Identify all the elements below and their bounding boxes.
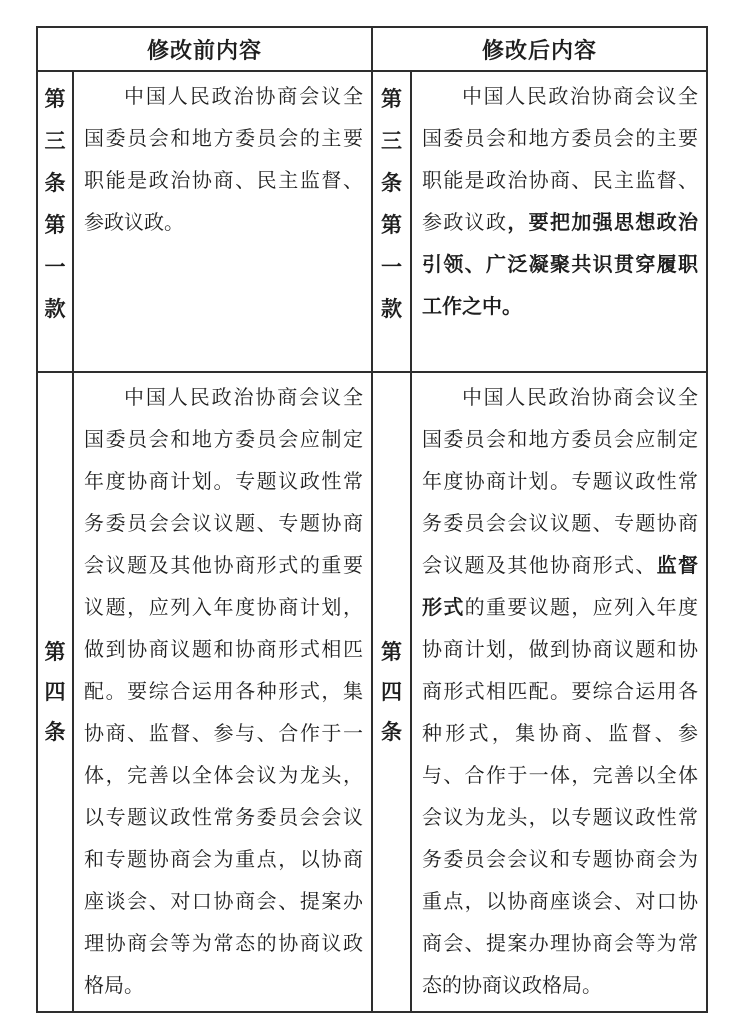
table-row-article-3 [38,72,706,371]
article-label-char: 条 [44,720,66,744]
article-4-label-after [373,373,412,1011]
body-text: 中国人民政治协商会议全国委员会和地方委员会应制定年度协商计划。专题议政性常务委员会会议议题、专题协商会议题及其他协商形式的重要议题，应列入年度协商计划，做到协商议题和协商形式相匹配。要综合运用各种形式，集协商、监督、参与、合作于一体，完善以全体会议为龙头，以专题议政性常务委员会会议和专题协商会为重点，以协商座谈会、对口协商会、提案办理协商会等为常态的协商议政格局。 [84,387,363,997]
article-label-char: 三 [44,129,66,153]
header-after-column: 修改后内容 [481,37,597,63]
article-label-char: 款 [44,297,66,321]
article-label-char: 第 [381,640,402,664]
article-label-char: 三 [381,129,402,153]
table-row-article-4 [38,371,706,1011]
article-label-char: 条 [381,171,402,195]
article-label-char: 四 [381,680,402,704]
article-3-label-before [38,72,74,371]
article-label-char: 一 [44,255,66,279]
article-4-label-before [38,373,74,1011]
article-label-char: 款 [381,297,402,321]
article-label-char: 第 [44,213,66,237]
article-4-before-content-cell [74,373,373,1011]
article-4-after-text [422,377,698,1007]
table-header-row [38,28,706,72]
header-before-column: 修改前内容 [38,28,373,70]
article-label-char: 一 [381,255,402,279]
article-4-before-text [84,377,363,1007]
inserted-bold-text: 监督形式 [422,555,699,619]
article-label-char: 条 [44,171,66,195]
inserted-bold-text: ，要把加强思想政治引领、广泛凝聚共识贯穿履职工作之中。 [422,212,699,318]
article-3-before-content-cell [74,72,373,371]
article-label-char: 第 [381,213,402,237]
body-text: 中国人民政治协商会议全国委员会和地方委员会的主要职能是政治协商、民主监督、参政议政。 [84,86,363,234]
body-text: 中国人民政治协商会议全国委员会和地方委员会应制定年度协商计划。专题议政性常务委员会会议议题、专题协商会议题及其他协商形式、 [422,387,698,577]
body-text: 的重要议题，应列入年度协商计划，做到协商议题和协商形式相匹配。要综合运用各种形式，集协商、监督、参与、合作于一体，完善以全体会议为龙头，以专题议政性常务委员会会议和专题协商会为重点，以协商座谈会、对口协商会、提案办理协商会等为常态的协商议政格局。 [422,597,699,997]
article-3-before-text [84,76,363,244]
article-label-char: 第 [44,87,66,111]
article-3-after-content-cell [412,72,706,371]
body-text: 中国人民政治协商会议全国委员会和地方委员会的主要职能是政治协商、民主监督、参政议政 [422,86,698,234]
article-label-char: 条 [381,720,402,744]
revision-comparison-table [36,26,708,1013]
article-label-char: 第 [381,87,402,111]
article-3-after-text [422,76,698,328]
article-4-after-content-cell [412,373,706,1011]
article-3-label-after [373,72,412,371]
article-label-char: 第 [44,640,66,664]
article-label-char: 四 [44,680,66,704]
